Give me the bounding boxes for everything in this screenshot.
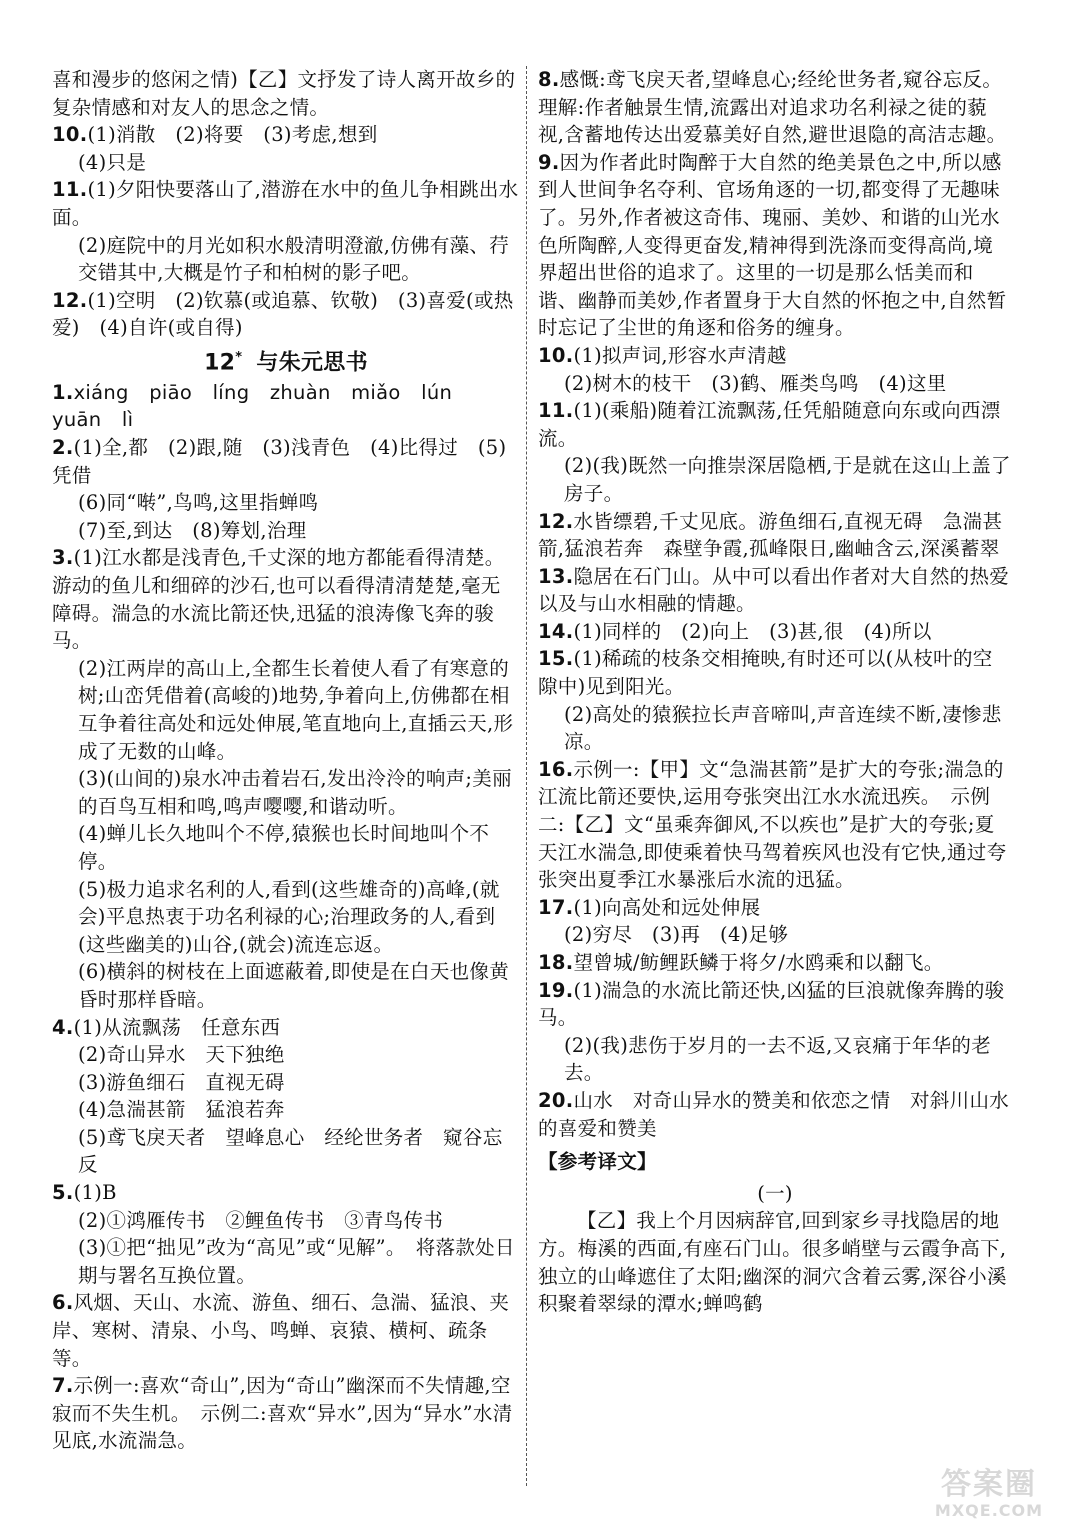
- answer-subline: (2)江两岸的高山上,全都生长着使人看了有寒意的树;山峦凭借着(高峻的)地势,争着向上,仿佛都在相互争着往高处和远处伸展,笔直地向上,直插云天,形成了无数的山峰。: [78, 656, 514, 763]
- answer-subline: (6)同“啭”,鸟鸣,这里指蝉鸣: [78, 491, 319, 515]
- answer-item: [52, 176, 520, 231]
- column-divider: [526, 66, 527, 1486]
- reference-paragraph: 【乙】我上个月因病辞官,回到家乡寻找隐居的地方。梅溪的西面,有座石门山。很多峭壁与云霞争高下,独立的山峰遮住了太阳;幽深的洞穴含着云雾,深谷小溪积聚着翠绿的潭水;蝉鸣鹤: [538, 1209, 1007, 1316]
- answer-item: [52, 1372, 520, 1455]
- item-text: 示例一:喜欢“奇山”,因为“奇山”幽深而不失情趣,空寂而不失生机。 示例二:喜欢“异水”,因为“异水”水清见底,水流湍急。: [52, 1374, 513, 1453]
- item-number: 17.: [538, 895, 574, 919]
- item-number: 1.: [52, 380, 74, 404]
- answer-item: [538, 756, 1012, 894]
- item-number: 10.: [538, 343, 574, 367]
- answer-subline: (5)极力追求名利的人,看到(这些雄奇的)高峰,(就会)平息热衷于功名利禄的心;治理政务的人,看到(这些幽美的)山谷,(就会)流连忘返。: [78, 877, 500, 956]
- item-text: 示例一:【甲】文“急湍甚箭”是扩大的夸张;湍急的江流比箭还要快,运用夸张突出江水水流迅疾。 示例二:【乙】文“虽乘奔御风,不以疾也”是扩大的夸张;夏天江水湍急,即使乘着快马驾着疾风也没有它快,通过夸张突出夏季江水暴涨后水流的迅猛。: [538, 757, 1007, 892]
- item-number: 12.: [538, 509, 574, 533]
- item-number: 14.: [538, 619, 574, 643]
- item-number: 13.: [538, 564, 574, 588]
- answer-item: [538, 508, 1012, 563]
- answer-item: [538, 618, 1012, 646]
- answer-subline: (7)至,到达 (8)筹划,治理: [78, 518, 307, 542]
- item-text: (1)从流飘荡 任意东西: [73, 1015, 281, 1039]
- item-number: 5.: [52, 1181, 74, 1205]
- watermark-logo-text: 答案圈: [941, 1467, 1037, 1502]
- item-text: (1)拟声词,形容水声清越: [573, 343, 787, 367]
- item-text: (1)B: [73, 1181, 117, 1205]
- answer-item: [538, 342, 1012, 370]
- section-star: *: [235, 349, 243, 365]
- item-text: 风烟、天山、水流、游鱼、细石、急湍、猛浪、夹岸、寒树、清泉、小鸟、鸣蝉、哀猿、横柯、疏条等。: [52, 1291, 510, 1370]
- section-title: [52, 344, 520, 377]
- item-text: 隐居在石门山。从中可以看出作者对大自然的热爱以及与山水相融的情趣。: [538, 564, 1010, 616]
- answer-item: [52, 379, 520, 434]
- answer-item: [538, 563, 1012, 618]
- item-number: 11.: [538, 399, 574, 423]
- answer-item: [52, 1179, 520, 1207]
- watermark-url-text: MXQE.COM: [934, 1501, 1044, 1520]
- answer-line: 喜和漫步的悠闲之情)【乙】文抒发了诗人离开故乡的复杂情感和对友人的思念之情。: [52, 68, 516, 119]
- reference-subheading: (一): [757, 1181, 793, 1205]
- answer-item: [52, 1289, 520, 1372]
- answer-subline: (2)高处的猿猴拉长声音啼叫,声音连续不断,凄惨悲凉。: [564, 702, 1002, 754]
- item-number: 18.: [538, 951, 574, 974]
- section-number: 12: [204, 350, 236, 376]
- section-title-text: 与朱元思书: [256, 350, 368, 376]
- item-text: (1)稀疏的枝条交相掩映,有时还可以(从枝叶的空隙中)见到阳光。: [538, 647, 993, 699]
- answer-subline: (2)奇山异水 天下独绝: [78, 1043, 285, 1067]
- answer-subline: (5)鸢飞戾天者 望峰息心 经纶世务者 窥谷忘反: [78, 1125, 503, 1177]
- right-column: [538, 66, 1012, 1318]
- item-text: (1)向高处和远处伸展: [573, 895, 761, 919]
- item-number: 4.: [52, 1015, 74, 1039]
- answer-subline: (4)急湍甚箭 猛浪若奔: [78, 1098, 285, 1122]
- reference-translation-label: 【参考译文】: [538, 1150, 657, 1174]
- answer-subline: (4)蝉儿长久地叫个不停,猿猴也长时间地叫个不停。: [78, 822, 490, 873]
- item-number: 16.: [538, 757, 574, 781]
- item-number: 7.: [52, 1374, 74, 1398]
- item-text: (1)湍急的水流比箭还快,凶猛的巨浪就像奔腾的骏马。: [538, 978, 1005, 1030]
- item-number: 8.: [538, 68, 560, 91]
- item-number: 15.: [538, 647, 574, 671]
- answer-subline: (2)庭院中的月光如积水般清明澄澈,仿佛有藻、荇交错其中,大概是竹子和柏树的影子吧。: [78, 233, 510, 285]
- answer-item: [538, 397, 1012, 452]
- answer-item: [538, 66, 1012, 149]
- item-number: 9.: [538, 150, 560, 174]
- answer-item: [52, 121, 520, 149]
- item-text: 感慨:鸢飞戾天者,望峰息心;经纶世务者,窥谷忘反。理解:作者触景生情,流露出对追求功名利禄之徒的藐视,含蓄地传达出爱慕美好自然,避世退隐的高洁志趣。: [538, 68, 1007, 147]
- answer-item: [538, 894, 1012, 922]
- item-number: 2.: [52, 436, 74, 460]
- pinyin-text: xiáng piāo líng zhuàn miǎo lún yuān lì: [52, 380, 453, 432]
- answer-subline: (3)①把“拙见”改为“高见”或“见解”。 将落款处日期与署名互换位置。: [78, 1236, 515, 1287]
- answer-item: [538, 977, 1012, 1032]
- item-text: 水皆缥碧,千丈见底。游鱼细石,直视无碍 急湍甚箭,猛浪若奔 森壁争霞,孤峰限日,幽岫含云,深溪蓄翠: [538, 509, 1003, 561]
- answer-item: [52, 287, 520, 342]
- answer-item: [52, 544, 520, 654]
- item-text: 因为作者此时陶醉于大自然的绝美景色之中,所以感到人世间争名夺利、官场角逐的一切,都变得了无趣味了。另外,作者被这奇伟、瑰丽、美妙、和谐的山光水色所陶醉,人变得更奋发,精神得到洗涤而变得高尚,境界超出世俗的追求了。这里的一切是那么恬美而和谐、幽静而美妙,作者置身于大自然的怀抱之中,自然暂时忘记了尘世的角逐和俗务的缠身。: [538, 150, 1007, 340]
- answer-subline: (2)(我)既然一向推崇深居隐栖,于是就在这山上盖了房子。: [564, 454, 1011, 505]
- item-number: 19.: [538, 978, 574, 1002]
- answer-item: [52, 434, 520, 489]
- answer-item: [52, 1014, 520, 1042]
- item-number: 3.: [52, 546, 74, 570]
- item-text: (1)江水都是浅青色,千丈深的地方都能看得清楚。游动的鱼儿和细碎的沙石,也可以看得清清楚楚,毫无障碍。湍急的水流比箭还快,迅猛的浪涛像飞奔的骏马。: [52, 546, 505, 653]
- item-text: (1)全,都 (2)跟,随 (3)浅青色 (4)比得过 (5)凭借: [52, 436, 507, 487]
- site-watermark: [914, 1468, 1064, 1528]
- answer-subline: (2)穷尽 (3)再 (4)足够: [564, 923, 789, 947]
- item-number: 12.: [52, 288, 88, 312]
- item-number: 6.: [52, 1291, 74, 1315]
- item-number: 11.: [52, 178, 88, 202]
- item-number: 20.: [538, 1088, 574, 1112]
- left-column: [52, 66, 520, 1455]
- answer-subline: (4)只是: [78, 150, 147, 174]
- answer-subline: (2)①鸿雁传书 ②鲤鱼传书 ③青鸟传书: [78, 1208, 444, 1232]
- item-text: (1)夕阳快要落山了,潜游在水中的鱼儿争相跳出水面。: [52, 178, 519, 229]
- answer-subline: (6)横斜的树枝在上面遮蔽着,即使是在白天也像黄昏时那样昏暗。: [78, 960, 510, 1011]
- item-text: 山水 对奇山异水的赞美和依恋之情 对斜川山水的喜爱和赞美: [538, 1088, 1010, 1140]
- answer-item: [538, 149, 1012, 342]
- item-text: (1)(乘船)随着江流飘荡,任凭船随意向东或向西漂流。: [538, 399, 1001, 450]
- item-text: 望曾城/鲂鲤跃鳞于将夕/水鸥乘和以翻飞。: [573, 951, 944, 974]
- item-text: (1)同样的 (2)向上 (3)甚,很 (4)所以: [573, 619, 932, 643]
- item-number: 10.: [52, 123, 88, 147]
- answer-subline: (2)树木的枝干 (3)鹤、雁类鸟鸣 (4)这里: [564, 371, 947, 395]
- answer-subline: (3)(山间的)泉水冲击着岩石,发出泠泠的响声;美丽的百鸟互相和鸣,鸣声嘤嘤,和谐动听。: [78, 767, 512, 818]
- item-text: (1)空明 (2)钦慕(或追慕、钦敬) (3)喜爱(或热爱) (4)自许(或自得): [52, 288, 514, 340]
- item-text: (1)消散 (2)将要 (3)考虑,想到: [87, 123, 378, 147]
- answer-subline: (2)(我)悲伤于岁月的一去不返,又哀痛于年华的老去。: [564, 1033, 992, 1085]
- answer-item: [538, 645, 1012, 700]
- answer-item: [538, 949, 1012, 977]
- answer-subline: (3)游鱼细石 直视无碍: [78, 1070, 285, 1094]
- answer-item: [538, 1087, 1012, 1142]
